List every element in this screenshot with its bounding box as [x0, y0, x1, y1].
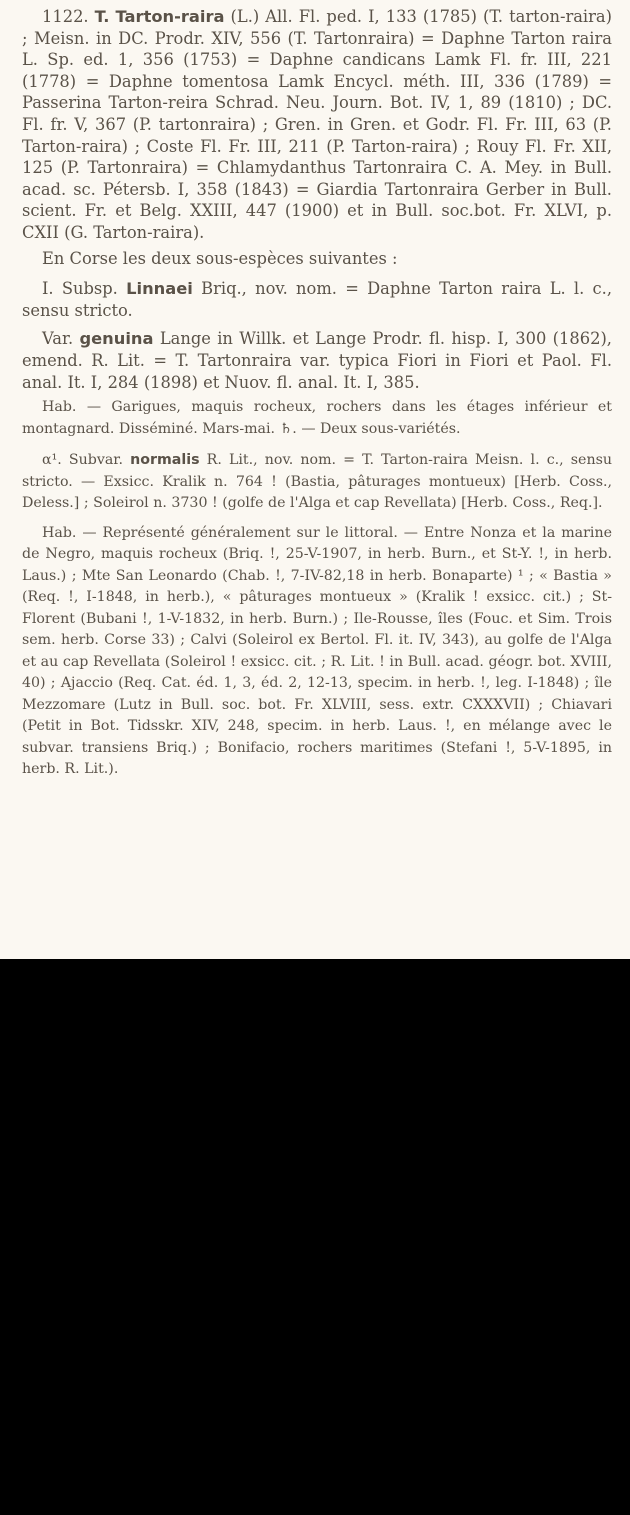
species-synonymy: Fl. ped. I, 133 (1785) (T. tarton-raira) ; Meisn. in DC. Prodr. XIV, 556 (T. Tartonraira) = Daphne Tarton raira L. Sp. ed. 1, 356 (1753) = Daphne candicans Lamk Fl. fr. III, 221 (1778) = Daphne tomentosa Lamk Encycl. méth. III, 336 (1789) = Passerina Tarton-reira Schrad. Neu. Journ. Bot. IV, 1, 89 (1810) ; DC. Fl. fr. V, 367 (P. tartonraira) ; Gren. in Gren. et Godr. Fl. Fr. III, 63 (P. Tarton-raira) ; Coste Fl. Fr. III, 211 (P. Tarton-raira) ; Rouy Fl. Fr. XII, 125 (P. Tartonraira) = Chlamydanthus Tartonraira C. A. Mey. in Bull. acad. sc. Pétersb. I, 358 (1843) = Giardia Tartonraira Gerber in Bull. scient. Fr. et Belg. XXIII, 447 (1900) et in Bull. soc.bot. Fr. XLVI, p. CXII (G. Tarton-raira). — [22, 7, 612, 242]
subspecies-entry — [22, 278, 612, 321]
subspecies-prefix: I. Subsp. — [42, 279, 118, 299]
genus-abbrev: T. — [94, 7, 110, 26]
subvariety-prefix: α¹. Subvar. — [42, 452, 124, 469]
variety-prefix: Var. — [42, 329, 74, 349]
species-entry — [22, 6, 612, 244]
variety-rest: Lange in Willk. et Lange Prodr. fl. hisp. I, 300 (1862), emend. R. Lit. = T. Tartonraira var. typica Fiori in Fiori et Paol. Fl. anal. It. I, 284 (1898) et Nuov. fl. anal. It. I, 385. — [22, 329, 612, 392]
subvariety-entry — [22, 450, 612, 515]
species-author: (L.) All. — [230, 7, 293, 26]
subvariety-rest: R. Lit., nov. nom. = T. Tarton-raira Meisn. l. c., sensu stricto. — Exsicc. Kralik n. 764 ! (Bastia, pâturages montueux) [Herb. Coss., Deless.] ; Soleirol n. 3730 ! (golfe de l'Alga et cap Revellata) [Herb. Coss., Req.]. — [22, 452, 613, 512]
species-name: Tarton-raira — [115, 7, 225, 26]
subspecies-rest: Briq., nov. nom. = Daphne Tarton raira L. l. c., sensu stricto. — [22, 279, 613, 320]
variety-name: genuina — [79, 329, 154, 349]
subvariety-name: normalis — [130, 452, 200, 469]
variety-entry — [22, 328, 612, 393]
intro-line: En Corse les deux sous-espèces suivantes : — [42, 248, 398, 268]
localities-paragraph: Hab. — Représenté généralement sur le littoral. — Entre Nonza et la marine de Negro, maquis rocheux (Briq. !, 25-V-1907, in herb. Burn., et St-Y. !, in herb. Laus.) ; Mte San Leonardo (Chab. !, 7-IV-82,18 in herb. Bonaparte) ¹ ; « Bastia » (Req. !, I-1848, in herb.), « pâturages montueux » (Kralik ! exsicc. cit.) ; St-Florent (Bubani !, 1-V-1832, in herb. Burn.) ; Ile-Rousse, îles (Fouc. et Sim. Trois sem. herb. Corse 33) ; Calvi (Soleirol ex Bertol. Fl. it. IV, 343), au golfe de l'Alga et au cap Revellata (Soleirol ! exsicc. cit. ; R. Lit. ! in Bull. acad. géogr. bot. XVIII, 40) ; Ajaccio (Req. Cat. éd. 1, 3, éd. 2, 12-13, specim. in herb. !, leg. I-1848) ; île Mezzomare (Lutz in Bull. soc. bot. Fr. XLVIII, sess. extr. CXXXVII) ; Chiavari (Petit in Bot. Tidsskr. XIV, 248, specim. in herb. Laus. !, en mélange avec le subvar. transiens Briq.) ; Bonifacio, rochers maritimes (Stefani !, 5-V-1895, in herb. R. Lit.). — [22, 524, 612, 778]
habitat-paragraph: Hab. — Garigues, maquis rocheux, rochers dans les étages inférieur et montagnard. Disséminé. Mars-mai. ♄. — Deux sous-variétés. — [22, 399, 612, 437]
entry-number: 1122. — [42, 7, 89, 26]
subspecies-name: Linnaei — [126, 279, 193, 299]
